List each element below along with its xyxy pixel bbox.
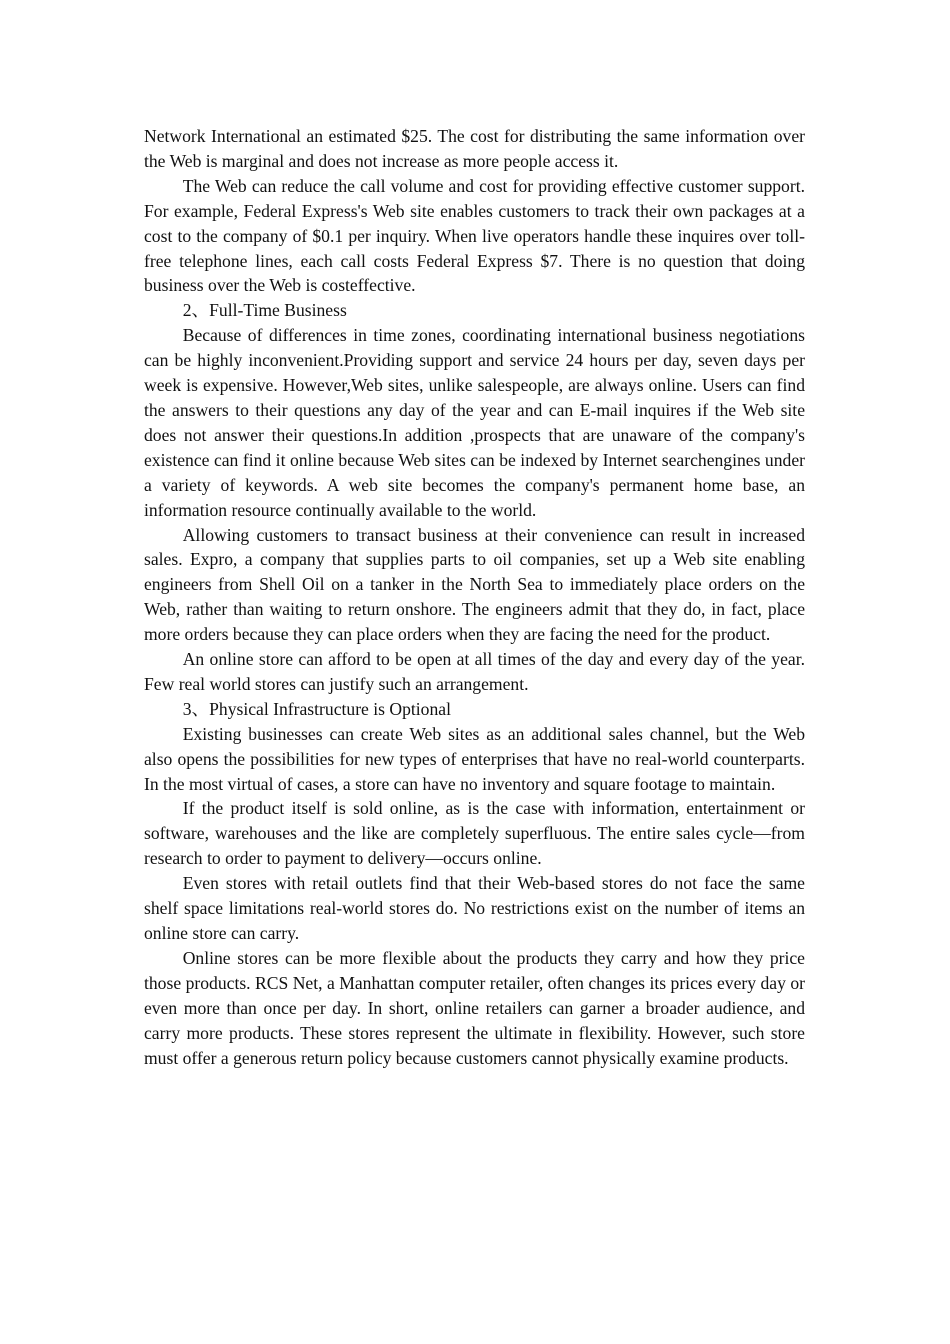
paragraph-retail-outlets: Even stores with retail outlets find that their Web-based stores do not face the same shelf space limitations real-world stores do. No restrictions exist on the number of items an online store can carry. <box>144 873 805 943</box>
paragraph-online-store-hours: An online store can afford to be open at all times of the day and every day of the year. Few real world stores can justify such an arrangement. <box>144 649 805 694</box>
section-heading-physical-infrastructure: 3、Physical Infrastructure is Optional <box>182 698 451 719</box>
paragraph-product-sold-online: If the product itself is sold online, as is the case with information, entertainment or software, warehouses and the like are completely superfluous. The entire sales cycle—from research to order to payment to delivery—occurs online. <box>144 798 805 869</box>
paragraph-increased-sales: Allowing customers to transact business at their convenience can result in increased sales. Expro, a company that supplies parts to oil companies, set up a Web site enabling engineers from Shell Oil on a tanker in the North Sea to immediately place orders on the Web, rather than waiting to return onshore. The engineers admit that they do, in fact, place more orders because they can place orders when they are facing the need for the product. <box>144 524 805 645</box>
paragraph-sales-channel: Existing businesses can create Web sites as an additional sales channel, but the Web also opens the possibilities for new types of enterprises that have no real-world counterparts. In the most virtual of cases, a store can have no inventory and square footage to maintain. <box>144 723 805 794</box>
document-page <box>144 124 805 1070</box>
paragraph-customer-support: The Web can reduce the call volume and cost for providing effective customer support. For example, Federal Express's Web site enables customers to track their own packages at a cost to the company of $0.1 per inquiry. When live operators handle these inquires over toll-free telephone lines, each call costs Federal Express $7. There is no question that doing business over the Web is costeffective. <box>144 175 805 296</box>
section-heading-full-time-business: 2、Full-Time Business <box>182 300 347 321</box>
paragraph-continuation: Network International an estimated $25. The cost for distributing the same information over the Web is marginal and does not increase as more people access it. <box>144 126 805 171</box>
paragraph-time-zones: Because of differences in time zones, coordinating international business negotiations can be highly inconvenient.Providing support and service 24 hours per day, seven days per week is expensive. However,Web sites, unlike salespeople, are always online. Users can find the answers to their questions any day of the year and can E-mail inquires if the Web site does not answer their questions.In addition ,prospects that are unaware of the company's existence can find it online because Web sites can be indexed by Internet searchengines under a variety of keywords. A web site becomes the company's permanent home base, an information resource continually available to the world. <box>144 325 805 520</box>
paragraph-flexibility: Online stores can be more flexible about the products they carry and how they price those products. RCS Net, a Manhattan computer retailer, often changes its prices every day or even more than once per day. In short, online retailers can garner a broader audience, and carry more products. These stores represent the ultimate in flexibility. However, such store must offer a generous return policy because customers cannot physically examine products. <box>144 947 805 1068</box>
